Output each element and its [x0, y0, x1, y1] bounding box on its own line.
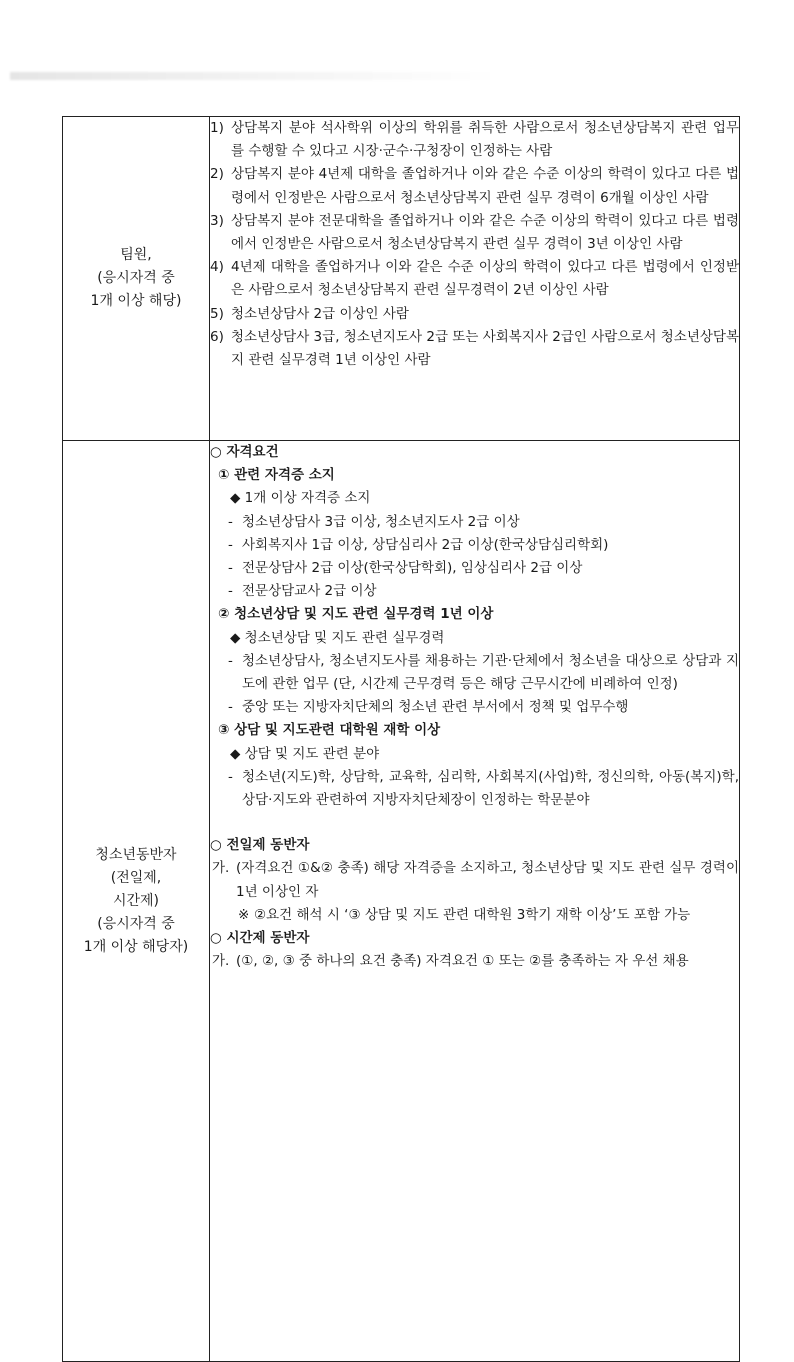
list-item [210, 857, 739, 903]
companion-requirements [210, 441, 740, 1362]
item-mark: 가. [212, 953, 230, 970]
list-item [210, 766, 739, 812]
section-heading: ○ 전일제 동반자 [210, 837, 310, 854]
dash-mark: - [228, 652, 233, 669]
item-number: 5) [210, 305, 224, 322]
item-text: 청소년상담사, 청소년지도사를 채용하는 기관·단체에서 청소년을 대상으로 상담과 지도에 관한 업무 (단, 시간제 근무경력 등은 해당 근무시간에 비례하여 인정) [242, 652, 739, 693]
dash-mark: - [228, 699, 233, 716]
item-text: 4년제 대학을 졸업하거나 이와 같은 수준 이상의 학력이 있다고 다른 법령에서 인정받은 사람으로서 청소년상담복지 관련 실무경력이 2년 이상인 사람 [231, 259, 739, 299]
item-text: 청소년(지도)학, 상담학, 교육학, 심리학, 사회복지(사업)학, 정신의학, 아동(복지)학, 상담·지도와 관련하여 지방자치단체장이 인정하는 학문분야 [242, 768, 739, 809]
list-item [210, 303, 739, 326]
dash-mark: - [228, 768, 233, 785]
label-line: 1개 이상 해당자) [83, 938, 189, 955]
list-item [210, 163, 739, 209]
list-item [210, 557, 739, 580]
item-text: 전문상담교사 2급 이상 [242, 583, 377, 600]
companion-row [63, 441, 740, 1362]
item-text: 청소년상담사 3급, 청소년지도사 2급 또는 사회복지사 2급인 사람으로서 청소년상담복지 관련 실무경력 1년 이상인 사람 [231, 328, 739, 369]
label-line: 팀원, [120, 247, 152, 263]
label-line: 청소년동반자 [95, 846, 177, 863]
list-item [210, 256, 739, 302]
label-line: (응시자격 중 [97, 915, 175, 932]
spacer [210, 812, 739, 834]
team-member-row [63, 117, 740, 441]
item-number: 2) [210, 166, 224, 183]
dash-mark: - [228, 583, 233, 600]
requirement-title: ② 청소년상담 및 지도 관련 실무경력 1년 이상 [218, 606, 494, 623]
note-mark: ※ [238, 906, 250, 923]
item-text: 청소년상담사 2급 이상인 사람 [231, 305, 409, 322]
item-mark: 가. [212, 860, 230, 877]
item-number: 3) [210, 212, 224, 229]
requirement-title: ③ 상담 및 지도관련 대학원 재학 이상 [218, 722, 441, 739]
requirement-title: ① 관련 자격증 소지 [218, 467, 335, 484]
list-item [210, 696, 739, 719]
list-item [210, 511, 739, 534]
item-text: 사회복지사 1급 이상, 상담심리사 2급 이상(한국상담심리학회) [242, 536, 609, 553]
dash-mark: - [228, 513, 233, 530]
label-line: (응시자격 중 [97, 270, 175, 286]
section-heading: ○ 자격요건 [210, 444, 279, 460]
item-text: (①, ②, ③ 중 하나의 요건 충족) 자격요건 ① 또는 ②를 충족하는 자 우선 채용 [236, 953, 689, 970]
team-member-label [63, 117, 210, 441]
item-number: 6) [210, 328, 224, 345]
list-item [210, 326, 739, 372]
eligibility-table [62, 116, 740, 1362]
note [210, 904, 739, 927]
list-item [210, 117, 739, 163]
list-item [210, 650, 739, 696]
section-heading: ○ 시간제 동반자 [210, 930, 310, 947]
label-line: (전일제, [110, 869, 162, 886]
item-text: 전문상담사 2급 이상(한국상담학회), 임상심리사 2급 이상 [242, 560, 583, 577]
item-text: 상담복지 분야 4년제 대학을 졸업하거나 이와 같은 수준 이상의 학력이 있다고 다른 법령에서 인정받은 사람으로서 청소년상담복지 관련 실무 경력이 6개월 이상인 사람 [231, 166, 739, 206]
dash-mark: - [228, 536, 233, 553]
label-line: 1개 이상 해당) [90, 293, 182, 309]
list-item [210, 950, 739, 973]
companion-label [63, 441, 210, 1362]
team-member-requirements [210, 117, 740, 441]
requirement-subtitle: ◆ 상담 및 지도 관련 분야 [230, 745, 380, 762]
item-number: 4) [210, 259, 224, 276]
dash-mark: - [228, 560, 233, 577]
list-item [210, 580, 739, 603]
label-line: 시간제) [112, 892, 160, 909]
list-item [210, 210, 739, 256]
item-text: 청소년상담사 3급 이상, 청소년지도사 2급 이상 [242, 513, 520, 530]
item-text: 상담복지 분야 석사학위 이상의 학위를 취득한 사람으로서 청소년상담복지 관련 업무를 수행할 수 있다고 시장·군수·구청장이 인정하는 사람 [231, 120, 739, 160]
requirement-subtitle: ◆ 청소년상담 및 지도 관련 실무경력 [230, 629, 445, 646]
scan-artifact [10, 72, 500, 80]
list-item [210, 534, 739, 557]
note-text: ②요건 해석 시 ‘③ 상담 및 지도 관련 대학원 3학기 재학 이상’도 포함 가능 [254, 906, 691, 923]
item-text: (자격요건 ①&② 충족) 해당 자격증을 소지하고, 청소년상담 및 지도 관련 실무 경력이 1년 이상인 자 [236, 860, 739, 900]
requirement-subtitle: ◆ 1개 이상 자격증 소지 [230, 490, 371, 507]
item-number: 1) [210, 120, 224, 136]
item-text: 중앙 또는 지방자치단체의 청소년 관련 부서에서 정책 및 업무수행 [242, 699, 629, 716]
item-text: 상담복지 분야 전문대학을 졸업하거나 이와 같은 수준 이상의 학력이 있다고 다른 법령에서 인정받은 사람으로서 청소년상담복지 관련 실무 경력이 3년 이상인 사람 [231, 212, 739, 253]
